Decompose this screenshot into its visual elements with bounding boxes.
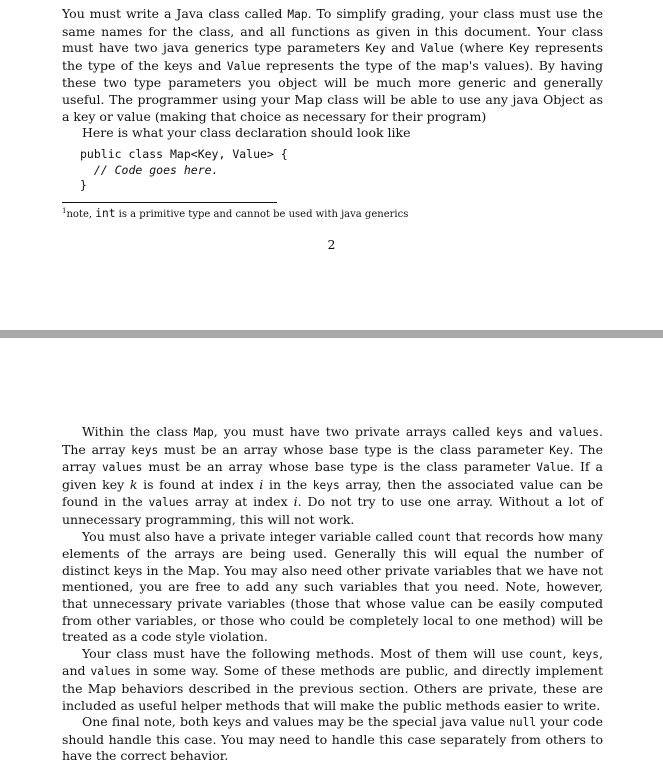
text-run: Within the class (82, 424, 194, 439)
text-run: . If a given key (62, 459, 604, 492)
text-run: array, then the associated value can be found in the (62, 476, 603, 510)
code-term: Value (226, 59, 261, 73)
text-run: Your class must have the following methods. Most of them will use (82, 645, 529, 661)
code-term: values (558, 426, 600, 439)
text-run: . Do not try to use one array. Without a lot of unnecessary programming, this will not work. (62, 494, 603, 527)
text-run: in the (263, 476, 313, 492)
text-run: note, (66, 209, 96, 221)
methods-paragraph (62, 646, 603, 714)
text-run: . The array (62, 424, 604, 457)
text-run: , and (62, 645, 603, 679)
code-term: null (509, 716, 537, 730)
code-term: values (101, 461, 143, 475)
intro-paragraph (62, 6, 603, 125)
text-run: . To simplify grading, your class must use the same names for the class, and all functions as given in this document. Your class must have two java generics type parameters (62, 6, 603, 56)
text-run: , (562, 645, 573, 661)
code-term: Key (549, 443, 570, 457)
page-3 (0, 338, 663, 764)
code-term: keys (572, 647, 600, 661)
code-term: Value (420, 42, 454, 56)
text-run: One final note, both keys and values may be the special java value (82, 714, 510, 730)
text-run: in some way. Some of these methods are public, and directly implement the Map behaviors described in the previous section. Others are private, these are included as useful helper methods that will make the public methods easier to write. (62, 663, 603, 713)
page-2 (0, 0, 663, 330)
text-run: array at index (188, 494, 294, 510)
code-term: keys (496, 426, 524, 439)
text-run: represents the type of the map's values). By having these two type parameters you object will be much more generic and generally useful. The programmer using your Map class will be able to use any java Object as a key or value (making that choice as necessary for their program) (62, 57, 604, 124)
code-term: Map (193, 426, 214, 439)
code-line-3: } (80, 178, 87, 192)
text-run: You must write a Java class called (62, 6, 288, 21)
arrays-paragraph (62, 424, 603, 529)
text-run: that records how many elements of the arrays are being used. Generally this will equal the number of distinct keys in the Map. You may also need other private variables that we have not mentioned, you are free to add any such variables that you need. Note, however, that unnecessary private variables (those that whose value can be easily computed from other variables, or those who could be completely local to one method) will be treated as a code style violation. (62, 528, 603, 645)
code-line-1: public class Map<Key, Value> { (80, 147, 288, 161)
math-var: i (293, 494, 298, 510)
code-term: int (95, 207, 116, 221)
footnote-rule (62, 202, 277, 203)
math-var: i (259, 476, 264, 492)
code-term: keys (312, 478, 340, 492)
code-term: Map (287, 8, 308, 21)
page-number: 2 (327, 237, 336, 252)
text-run: is found at index (137, 476, 260, 492)
page3-text-block (62, 424, 603, 765)
footnote (62, 205, 408, 221)
math-var: k (129, 476, 138, 492)
null-note-paragraph (62, 714, 603, 765)
text-run: and (385, 40, 421, 56)
code-term: keys (131, 443, 159, 457)
text-run: must be an array whose base type is the class parameter (158, 441, 550, 457)
code-term: count (528, 647, 563, 661)
page-separator (0, 330, 663, 338)
text-run: must be an array whose base type is the class parameter (142, 459, 537, 475)
code-term: values (148, 496, 189, 510)
page2-text-block (62, 6, 603, 142)
footnote-mark: 1 (62, 207, 67, 215)
text-run: and (523, 424, 559, 439)
text-run: your code should handle this case. You may need to handle this case separately from others to have the correct behavior. (62, 714, 603, 764)
text-run: represents the type of the keys and (62, 40, 604, 73)
code-term: values (90, 665, 131, 679)
text-run: , you must have two private arrays called (213, 424, 497, 439)
text-run: You must also have a private integer variable called (82, 528, 418, 544)
count-paragraph (62, 529, 603, 646)
footnote-text (66, 209, 408, 220)
class-declaration-code (80, 147, 288, 194)
code-line-2: // Code goes here. (80, 162, 219, 177)
code-term: Key (365, 42, 386, 56)
text-run: . The array (62, 441, 604, 475)
code-term: count (417, 530, 452, 544)
text-run: is a primitive type and cannot be used with java generics (115, 209, 409, 221)
code-term: Value (536, 461, 570, 475)
declaration-intro: Here is what your class declaration should look like (82, 125, 411, 141)
code-term: Key (509, 42, 530, 56)
text-run: (where (453, 40, 510, 56)
